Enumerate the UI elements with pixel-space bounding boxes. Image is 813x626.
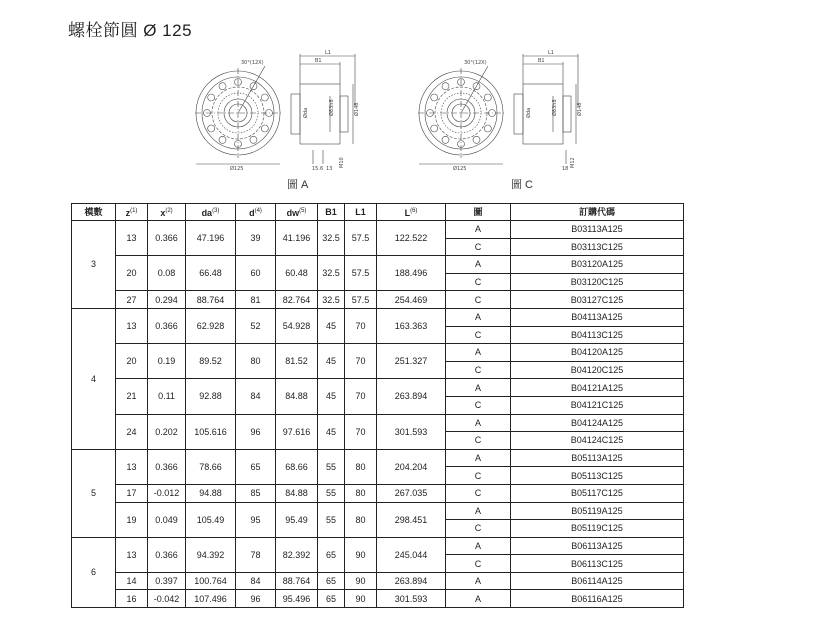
table-row	[72, 502, 684, 520]
cell-l1: 90	[345, 590, 377, 608]
cell-da: 89.52	[186, 344, 236, 379]
cell-d: 52	[236, 308, 276, 343]
cell-dw: 68.66	[276, 449, 318, 484]
cell-b1: 32.5	[318, 256, 345, 291]
cell-figure: C	[446, 238, 511, 256]
cell-b1: 45	[318, 344, 345, 379]
cell-b1: 55	[318, 502, 345, 537]
cell-x: 0.19	[148, 344, 186, 379]
cell-z: 13	[116, 221, 148, 256]
cell-order-code: B04113A125	[511, 308, 684, 326]
cell-da: 88.764	[186, 291, 236, 309]
cell-l: 301.593	[377, 414, 446, 449]
cell-order-code: B03120C125	[511, 273, 684, 291]
dim-phi-a: Ø125	[230, 166, 244, 172]
cell-order-code: B06113A125	[511, 537, 684, 555]
cell-x: 0.202	[148, 414, 186, 449]
table-row	[72, 344, 684, 362]
page-title: 螺栓節圓 Ø 125	[68, 21, 193, 40]
cell-x: 0.366	[148, 537, 186, 572]
cell-order-code: B04121A125	[511, 379, 684, 397]
cell-d: 65	[236, 449, 276, 484]
cell-x: 0.294	[148, 291, 186, 309]
cell-figure: C	[446, 291, 511, 309]
cell-b1: 45	[318, 414, 345, 449]
cell-figure: A	[446, 308, 511, 326]
cell-l1: 80	[345, 484, 377, 502]
cell-figure: A	[446, 572, 511, 590]
cell-figure: C	[446, 484, 511, 502]
cell-l: 263.894	[377, 572, 446, 590]
cell-dw: 84.88	[276, 484, 318, 502]
cell-z: 13	[116, 308, 148, 343]
header-l: $L^{(6)}$	[377, 204, 446, 221]
header-x: $x^{(2)}$	[148, 204, 186, 221]
cell-da: 94.392	[186, 537, 236, 572]
cell-order-code: B06113C125	[511, 555, 684, 573]
cell-x: 0.397	[148, 572, 186, 590]
header-l1: L1	[345, 204, 377, 221]
cell-figure: C	[446, 396, 511, 414]
cell-x: -0.012	[148, 484, 186, 502]
cell-z: 13	[116, 449, 148, 484]
cell-z: 14	[116, 572, 148, 590]
angle-label-a: 30°(12X)	[241, 60, 264, 66]
cell-da: 105.49	[186, 502, 236, 537]
cell-dw: 97.616	[276, 414, 318, 449]
cell-dw: 84.88	[276, 379, 318, 414]
cell-l1: 90	[345, 537, 377, 572]
cell-figure: C	[446, 361, 511, 379]
spec-table	[71, 203, 684, 608]
table-row	[72, 379, 684, 397]
cell-z: 21	[116, 379, 148, 414]
cell-l: 251.327	[377, 344, 446, 379]
cell-da: 47.196	[186, 221, 236, 256]
cell-d: 96	[236, 414, 276, 449]
dim-t2-a: 13	[326, 166, 333, 172]
cell-l1: 57.5	[345, 291, 377, 309]
cell-dw: 60.48	[276, 256, 318, 291]
cell-x: 0.049	[148, 502, 186, 537]
table-header-row	[72, 204, 684, 221]
cell-z: 20	[116, 344, 148, 379]
dim-thread-c: M12	[570, 157, 576, 168]
cell-da: 107.496	[186, 590, 236, 608]
cell-b1: 45	[318, 379, 345, 414]
cell-d: 60	[236, 256, 276, 291]
dim-t1-c: 18	[562, 166, 569, 172]
cell-l: 204.204	[377, 449, 446, 484]
header-z: $z^{(1)}$	[116, 204, 148, 221]
cell-x: -0.042	[148, 590, 186, 608]
dim-shaft-a: Ø83h8	[329, 99, 335, 116]
cell-figure: A	[446, 537, 511, 555]
cell-order-code: B03113A125	[511, 221, 684, 239]
cell-da: 94.88	[186, 484, 236, 502]
cell-l1: 57.5	[345, 256, 377, 291]
cell-figure: A	[446, 502, 511, 520]
cell-l: 245.044	[377, 537, 446, 572]
cell-l: 188.496	[377, 256, 446, 291]
header-b1: B1	[318, 204, 345, 221]
angle-label-c: 30°(12X)	[464, 60, 487, 66]
cell-l1: 80	[345, 502, 377, 537]
cell-b1: 55	[318, 449, 345, 484]
cell-b1: 32.5	[318, 291, 345, 309]
cell-b1: 32.5	[318, 221, 345, 256]
dim-l1-c: L1	[548, 50, 554, 56]
cell-figure: C	[446, 467, 511, 485]
cell-l: 254.469	[377, 291, 446, 309]
header-d: $d^{(4)}$	[236, 204, 276, 221]
cell-l: 298.451	[377, 502, 446, 537]
cell-figure: A	[446, 590, 511, 608]
cell-z: 16	[116, 590, 148, 608]
cell-dw: 95.49	[276, 502, 318, 537]
cell-x: 0.08	[148, 256, 186, 291]
header-da: $da^{(3)}$	[186, 204, 236, 221]
cell-figure: A	[446, 344, 511, 362]
cell-figure: A	[446, 256, 511, 274]
cell-figure: C	[446, 273, 511, 291]
cell-da: 100.764	[186, 572, 236, 590]
cell-l1: 70	[345, 414, 377, 449]
cell-da: 66.48	[186, 256, 236, 291]
cell-dw: 54.928	[276, 308, 318, 343]
figure-c-caption: 圖 C	[511, 179, 533, 191]
cell-d: 96	[236, 590, 276, 608]
cell-order-code: B05113C125	[511, 467, 684, 485]
cell-l1: 57.5	[345, 221, 377, 256]
table-row	[72, 537, 684, 555]
cell-figure: A	[446, 221, 511, 239]
cell-order-code: B03120A125	[511, 256, 684, 274]
cell-order-code: B04120C125	[511, 361, 684, 379]
cell-b1: 65	[318, 590, 345, 608]
cell-da: 105.616	[186, 414, 236, 449]
cell-dw: 41.196	[276, 221, 318, 256]
cell-order-code: B04120A125	[511, 344, 684, 362]
cell-figure: A	[446, 379, 511, 397]
cell-dw: 88.764	[276, 572, 318, 590]
cell-x: 0.366	[148, 221, 186, 256]
cell-d: 84	[236, 572, 276, 590]
cell-l: 263.894	[377, 379, 446, 414]
table-row	[72, 484, 684, 502]
cell-l: 122.522	[377, 221, 446, 256]
cell-order-code: B05119C125	[511, 520, 684, 538]
cell-order-code: B05117C125	[511, 484, 684, 502]
cell-figure: C	[446, 326, 511, 344]
dim-l1-a: L1	[325, 50, 331, 56]
header-figure: 圖	[446, 204, 511, 221]
dim-thread-a: M10	[339, 157, 345, 168]
dim-flange-c: Ø148	[577, 102, 583, 116]
cell-da: 78.66	[186, 449, 236, 484]
cell-order-code: B03113C125	[511, 238, 684, 256]
cell-l: 163.363	[377, 308, 446, 343]
cell-order-code: B03127C125	[511, 291, 684, 309]
table-row	[72, 572, 684, 590]
dim-inner-a: Øda	[303, 107, 309, 118]
dim-phi-c: Ø125	[453, 166, 467, 172]
cell-d: 85	[236, 484, 276, 502]
cell-z: 19	[116, 502, 148, 537]
cell-da: 92.88	[186, 379, 236, 414]
cell-l1: 70	[345, 379, 377, 414]
table-row	[72, 414, 684, 432]
table-row	[72, 449, 684, 467]
cell-dw: 82.392	[276, 537, 318, 572]
table-row	[72, 590, 684, 608]
cell-b1: 65	[318, 572, 345, 590]
cell-dw: 95.496	[276, 590, 318, 608]
cell-d: 39	[236, 221, 276, 256]
cell-l1: 80	[345, 449, 377, 484]
cell-x: 0.366	[148, 308, 186, 343]
header-order-code: 訂購代碼	[511, 204, 684, 221]
dim-inner-c: Øda	[526, 107, 532, 118]
cell-l1: 70	[345, 344, 377, 379]
cell-dw: 81.52	[276, 344, 318, 379]
cell-z: 13	[116, 537, 148, 572]
cell-z: 24	[116, 414, 148, 449]
table-row	[72, 291, 684, 309]
cell-l1: 90	[345, 572, 377, 590]
table-row	[72, 221, 684, 239]
cell-order-code: B06114A125	[511, 572, 684, 590]
dim-b1-c: B1	[538, 58, 545, 64]
cell-b1: 45	[318, 308, 345, 343]
cell-module: 5	[72, 449, 116, 537]
cell-b1: 65	[318, 537, 345, 572]
cell-l1: 70	[345, 308, 377, 343]
cell-figure: C	[446, 520, 511, 538]
cell-d: 84	[236, 379, 276, 414]
drawing-figure-c	[418, 46, 593, 176]
cell-l: 301.593	[377, 590, 446, 608]
cell-figure: C	[446, 555, 511, 573]
cell-order-code: B04124C125	[511, 432, 684, 450]
cell-d: 80	[236, 344, 276, 379]
cell-module: 4	[72, 308, 116, 449]
cell-x: 0.366	[148, 449, 186, 484]
dim-shaft-c: Ø83h8	[552, 99, 558, 116]
cell-dw: 82.764	[276, 291, 318, 309]
dim-flange-a: Ø148	[354, 102, 360, 116]
header-dw: $dw^{(5)}$	[276, 204, 318, 221]
cell-d: 78	[236, 537, 276, 572]
cell-module: 3	[72, 221, 116, 309]
dim-b1-a: B1	[315, 58, 322, 64]
cell-z: 20	[116, 256, 148, 291]
cell-z: 27	[116, 291, 148, 309]
cell-z: 17	[116, 484, 148, 502]
cell-order-code: B05119A125	[511, 502, 684, 520]
figure-a-caption: 圖 A	[287, 179, 309, 191]
cell-module: 6	[72, 537, 116, 607]
cell-order-code: B06116A125	[511, 590, 684, 608]
cell-da: 62.928	[186, 308, 236, 343]
table-row	[72, 308, 684, 326]
cell-b1: 55	[318, 484, 345, 502]
cell-order-code: B05113A125	[511, 449, 684, 467]
cell-order-code: B04113C125	[511, 326, 684, 344]
cell-l: 267.035	[377, 484, 446, 502]
cell-d: 95	[236, 502, 276, 537]
cell-figure: C	[446, 432, 511, 450]
dim-t1-a: 15.6	[312, 166, 324, 172]
header-module: 模數	[72, 204, 116, 221]
cell-figure: A	[446, 449, 511, 467]
cell-figure: A	[446, 414, 511, 432]
cell-order-code: B04124A125	[511, 414, 684, 432]
cell-x: 0.11	[148, 379, 186, 414]
drawing-figure-a	[195, 46, 370, 176]
cell-order-code: B04121C125	[511, 396, 684, 414]
cell-d: 81	[236, 291, 276, 309]
table-row	[72, 256, 684, 274]
